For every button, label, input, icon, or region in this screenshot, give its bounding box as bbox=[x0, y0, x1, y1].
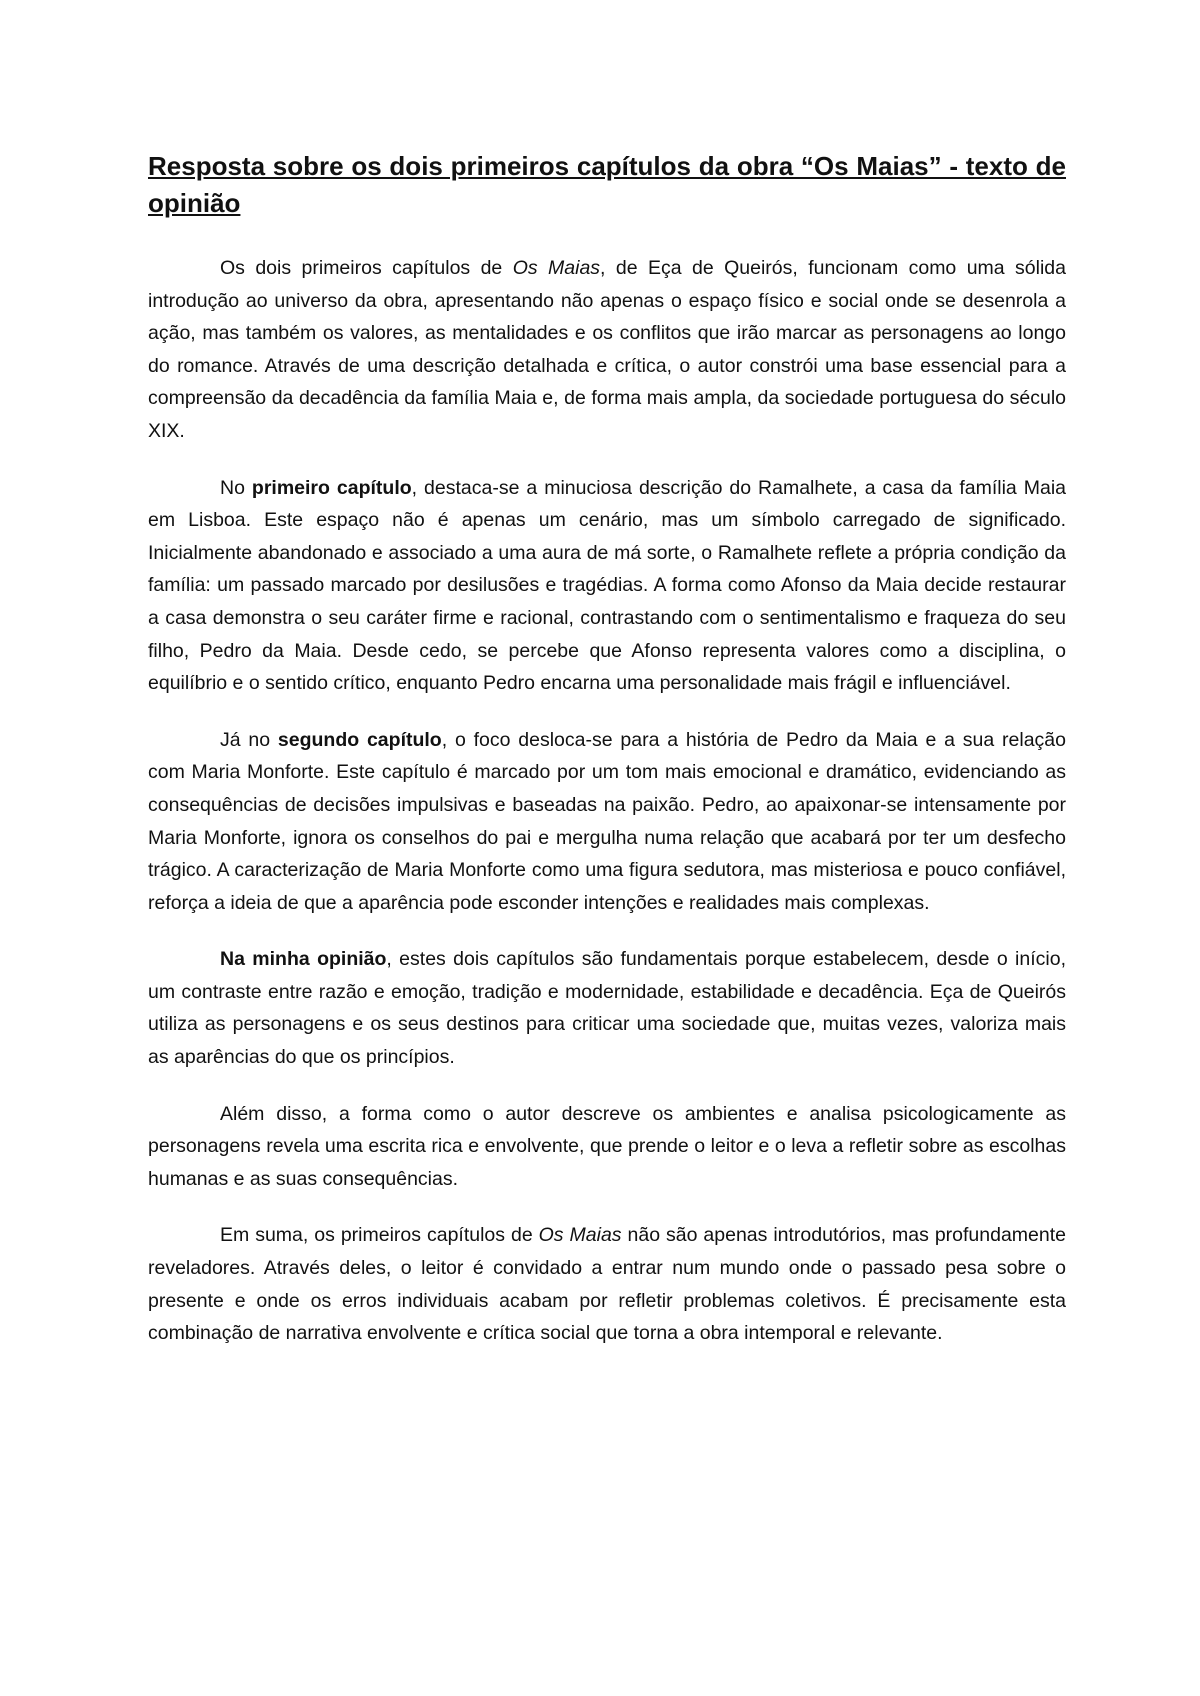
paragraph-conclusion bbox=[148, 1219, 1066, 1349]
book-title-italic: Os Maias bbox=[538, 1224, 622, 1247]
paragraph-opinion bbox=[148, 943, 1066, 1073]
paragraph-text: , o foco desloca-se para a história de Pedro da Maia e a sua relação com Maria Monforte. Este capítulo é marcado por um tom mais emocional e dramático, evidenciando as consequências de decisões impulsivas e baseadas na paixão. Pedro, ao apaixonar-se intensamente por Maria Monforte, ignora os conselhos do pai e mergulha numa relação que acabará por ter um desfecho trágico. A caracterização de Maria Monforte como uma figura sedutora, mas misteriosa e pouco confiável, reforça a ideia de que a aparência pode esconder intenções e realidades mais complexas. bbox=[148, 728, 1066, 914]
paragraph-introduction bbox=[148, 252, 1066, 448]
paragraph-text: , de Eça de Queirós, funcionam como uma sólida introdução ao universo da obra, apresentando não apenas o espaço físico e social onde se desenrola a ação, mas também os valores, as mentalidades e os conflitos que irão marcar as personagens ao longo do romance. Através de uma descrição detalhada e crítica, o autor constrói uma base essencial para a compreensão da decadência da família Maia e, de forma mais ampla, da sociedade portuguesa do século XIX. bbox=[148, 257, 1066, 442]
paragraph-text: Além disso, a forma como o autor descreve os ambientes e analisa psicologicamente as personagens revela uma escrita rica e envolvente, que prende o leitor e o leva a refletir sobre as escolhas humanas e as suas consequências. bbox=[148, 1102, 1066, 1190]
paragraph-text: Em suma, os primeiros capítulos de bbox=[220, 1224, 539, 1247]
bold-phrase: Na minha opinião bbox=[220, 948, 387, 971]
bold-phrase: segundo capítulo bbox=[277, 728, 442, 751]
paragraph-additionally bbox=[148, 1098, 1066, 1196]
paragraph-text: No bbox=[220, 476, 252, 499]
paragraph-second-chapter bbox=[148, 724, 1066, 920]
paragraph-text: , destaca-se a minuciosa descrição do Ramalhete, a casa da família Maia em Lisboa. Este espaço não é apenas um cenário, mas um símbolo carregado de significado. Inicialmente abandonado e associado a uma aura de má sorte, o Ramalhete reflete a própria condição da família: um passado marcado por desilusões e tragédias. A forma como Afonso da Maia decide restaurar a casa demonstra o seu caráter firme e racional, contrastando com o sentimentalismo e fraqueza do seu filho, Pedro da Maia. Desde cedo, se percebe que Afonso representa valores como a disciplina, o equilíbrio e o sentido crítico, enquanto Pedro encarna uma personalidade mais frágil e influenciável. bbox=[148, 476, 1066, 695]
paragraph-text: Já no bbox=[220, 728, 278, 751]
bold-phrase: primeiro capítulo bbox=[251, 476, 412, 499]
paragraph-text: Os dois primeiros capítulos de bbox=[220, 257, 513, 279]
paragraph-text: não são apenas introdutórios, mas profundamente reveladores. Através deles, o leitor é convidado a entrar num mundo onde o passado pesa sobre o presente e onde os erros individuais acabam por refletir problemas coletivos. É precisamente esta combinação de narrativa envolvente e crítica social que torna a obra intemporal e relevante. bbox=[148, 1224, 1067, 1345]
paragraph-first-chapter bbox=[148, 472, 1066, 700]
document-body bbox=[148, 148, 1066, 1374]
document-title: Resposta sobre os dois primeiros capítulos da obra “Os Maias” - texto de opinião bbox=[148, 151, 1066, 218]
book-title-italic: Os Maias bbox=[512, 257, 601, 279]
paragraph-text: , estes dois capítulos são fundamentais porque estabelecem, desde o início, um contraste entre razão e emoção, tradição e modernidade, estabilidade e decadência. Eça de Queirós utiliza as personagens e os seus destinos para criticar uma sociedade que, muitas vezes, valoriza mais as aparências do que os princípios. bbox=[148, 948, 1066, 1069]
